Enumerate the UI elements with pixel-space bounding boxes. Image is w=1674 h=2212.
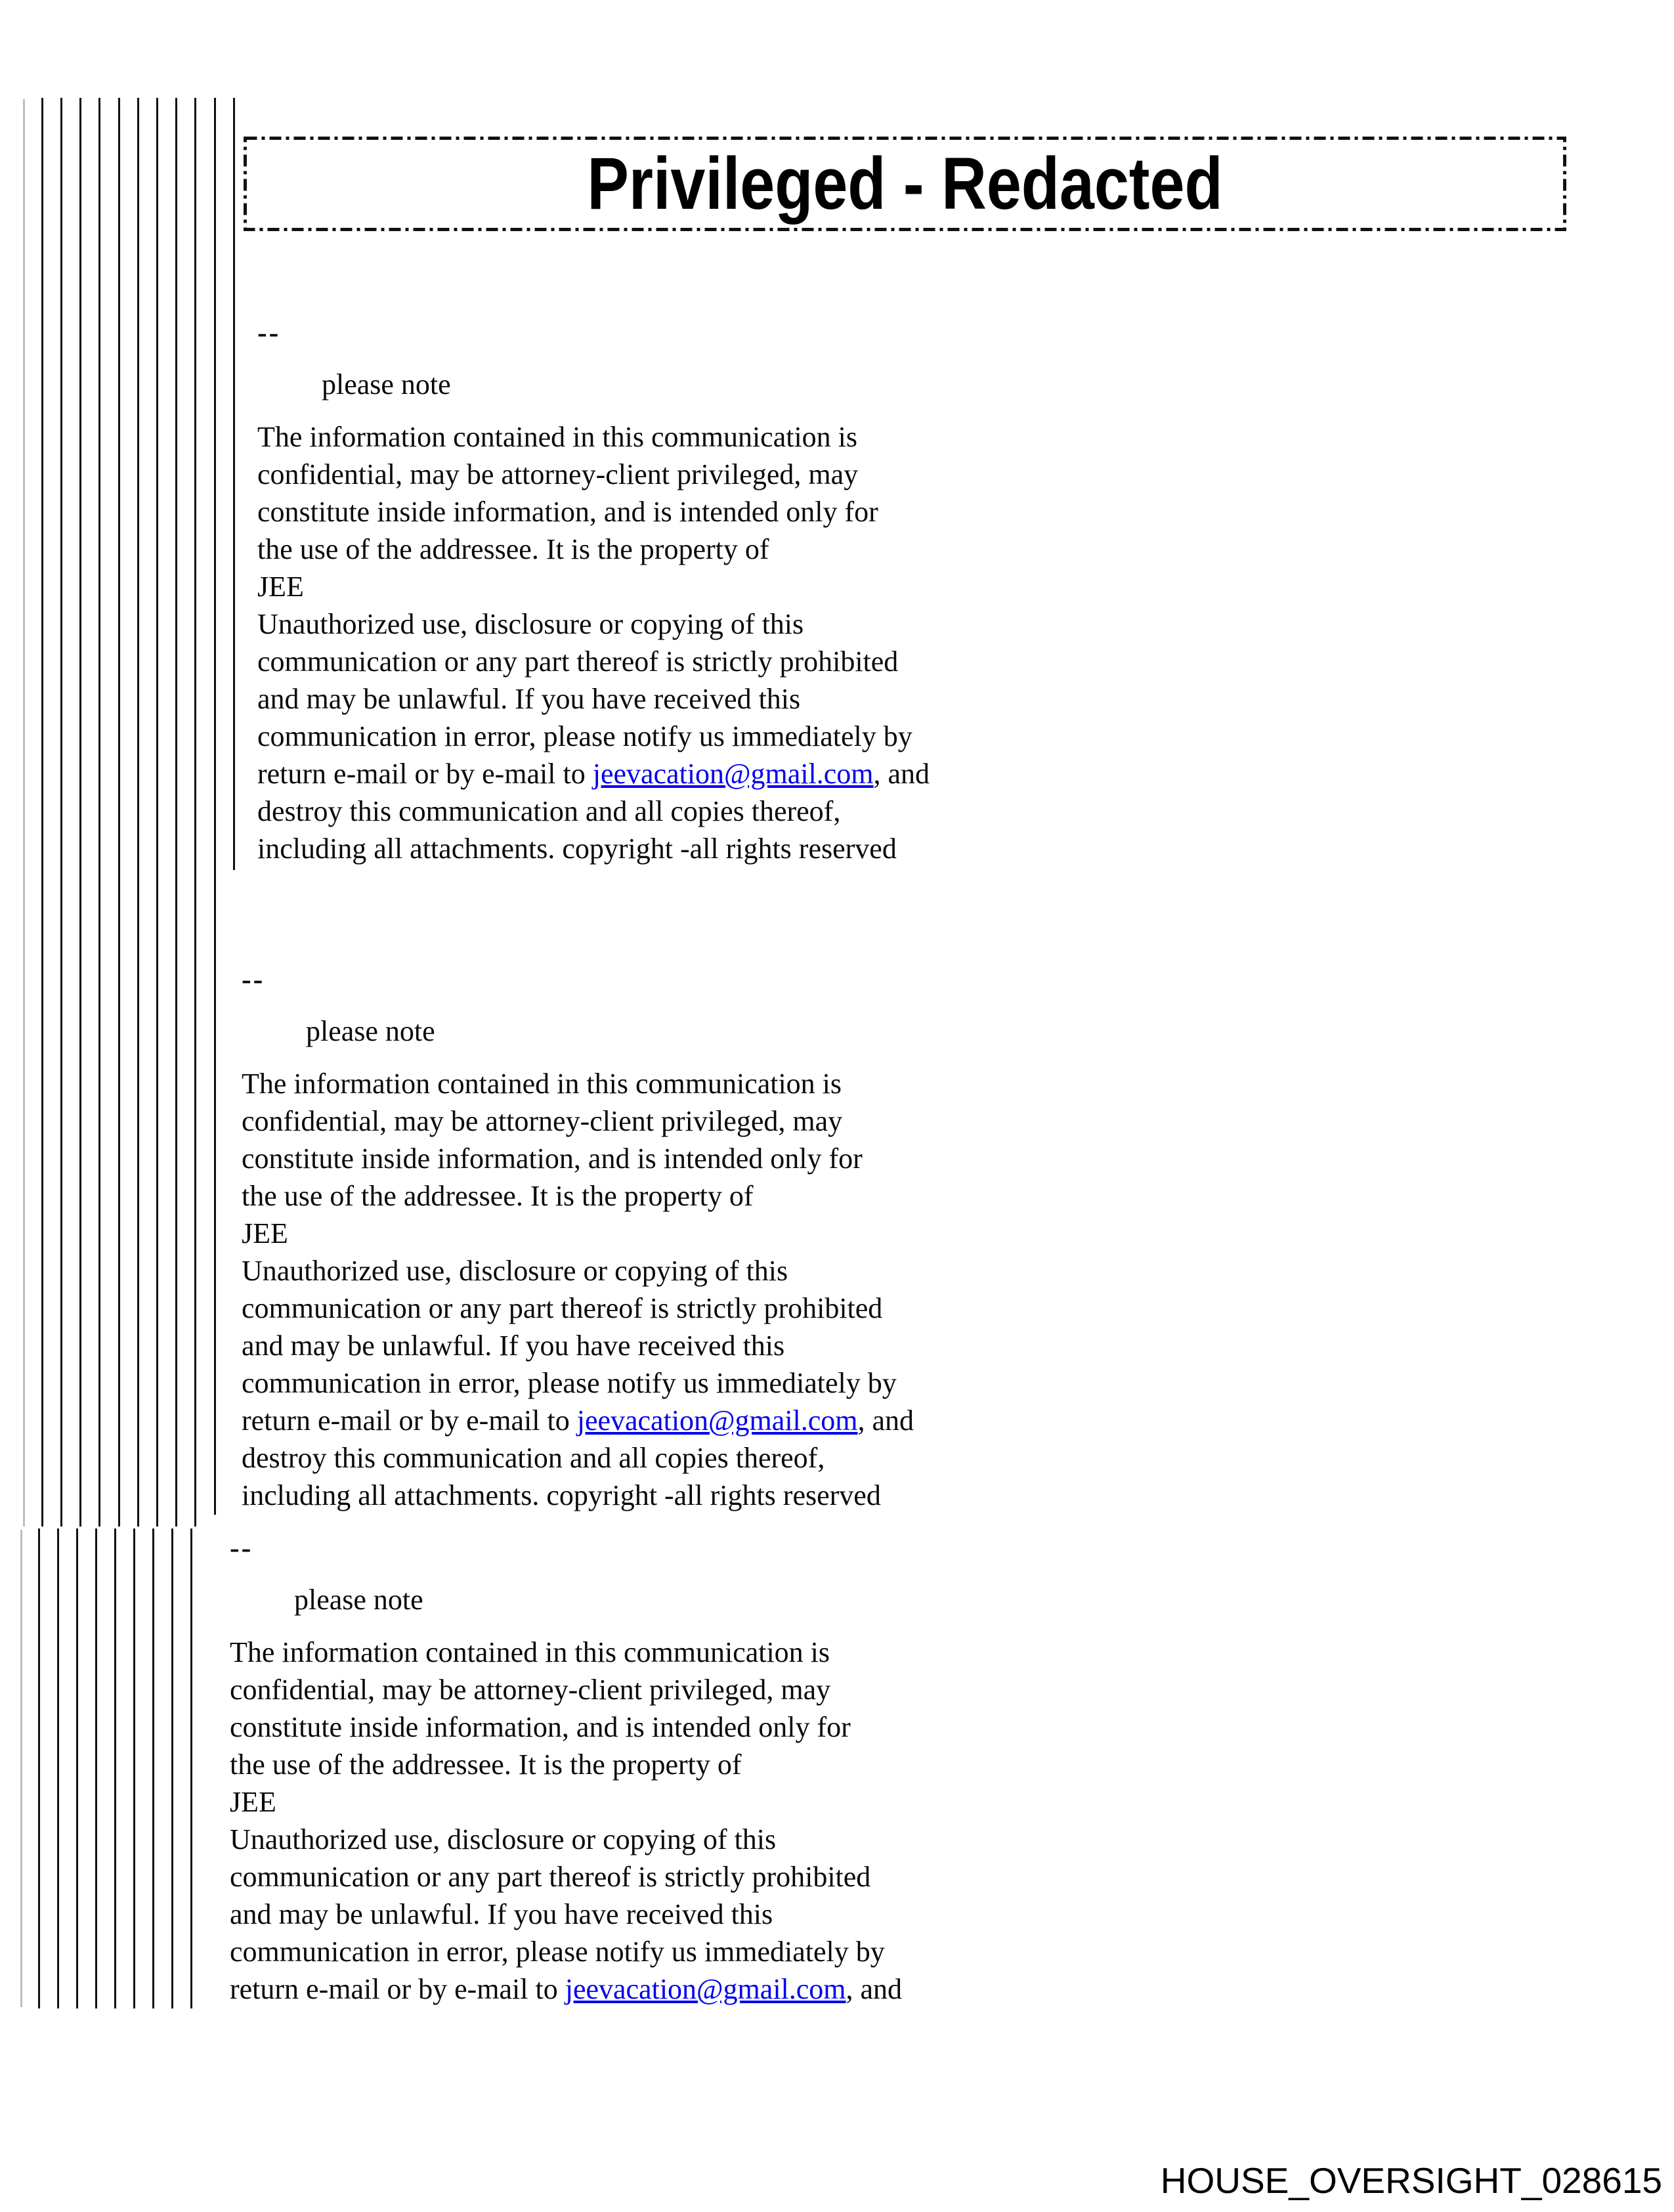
scan-line xyxy=(156,98,158,1527)
link-line-prefix: return e-mail or by e-mail to xyxy=(242,1404,577,1437)
disclaimer-line: confidential, may be attorney-client privileged, may xyxy=(257,458,859,490)
disclaimer-line: JEE xyxy=(230,1786,276,1818)
disclaimer-line: JEE xyxy=(242,1217,288,1249)
scan-line xyxy=(41,98,43,1527)
link-line-suffix: , and xyxy=(857,1404,914,1437)
disclaimer-line: and may be unlawful. If you have received this xyxy=(257,683,801,715)
privileged-redacted-banner xyxy=(244,137,1566,231)
scan-line-gray xyxy=(20,1530,22,2007)
email-link[interactable]: jeevacation@gmail.com xyxy=(592,758,874,790)
scan-line xyxy=(95,1529,97,2008)
disclaimer-line: including all attachments. copyright -all rights reserved xyxy=(257,833,897,865)
scan-line xyxy=(60,98,62,1527)
disclaimer-line: Unauthorized use, disclosure or copying of this xyxy=(257,608,804,640)
disclaimer-link-line xyxy=(242,1402,914,1439)
disclaimer-line: the use of the addressee. It is the property of xyxy=(230,1748,742,1781)
please-note-label: please note xyxy=(306,1015,435,1047)
scan-line xyxy=(190,1529,192,2008)
scan-line xyxy=(114,1529,116,2008)
scan-line xyxy=(171,1529,173,2008)
scan-line xyxy=(175,98,177,1527)
disclaimer-line: communication or any part thereof is strictly prohibited xyxy=(257,645,899,678)
disclaimer-line: the use of the addressee. It is the property of xyxy=(257,533,769,565)
email-link[interactable]: jeevacation@gmail.com xyxy=(565,1973,846,2005)
disclaimer-line: communication in error, please notify us immediately by xyxy=(257,720,912,752)
disclaimer-line: JEE xyxy=(257,571,304,603)
link-line-suffix: , and xyxy=(846,1973,903,2005)
scan-line-gray xyxy=(23,99,25,1527)
scan-line xyxy=(57,1529,59,2008)
scan-line xyxy=(118,98,120,1527)
scan-line xyxy=(133,1529,135,2008)
banner-title: Privileged - Redacted xyxy=(587,142,1223,225)
disclaimer-line: constitute inside information, and is intended only for xyxy=(230,1711,851,1743)
disclaimer-line: confidential, may be attorney-client privileged, may xyxy=(230,1674,831,1706)
signature-dashes: -- xyxy=(257,316,281,349)
disclaimer-line: The information contained in this communication is xyxy=(257,421,858,453)
please-note-label: please note xyxy=(294,1584,423,1616)
bates-number: HOUSE_OVERSIGHT_028615 xyxy=(1160,2160,1662,2201)
disclaimer-link-line xyxy=(257,755,930,792)
disclaimer-line: confidential, may be attorney-client privileged, may xyxy=(242,1105,843,1137)
scan-line xyxy=(79,98,81,1527)
scan-line xyxy=(98,98,100,1527)
scan-line xyxy=(214,98,216,1515)
disclaimer-line: communication in error, please notify us immediately by xyxy=(230,1936,885,1968)
disclaimer-line: constitute inside information, and is intended only for xyxy=(257,496,878,528)
disclaimer-paragraph xyxy=(257,418,930,867)
disclaimer-line: constitute inside information, and is intended only for xyxy=(242,1142,863,1175)
scan-line xyxy=(38,1529,40,2008)
please-note-label: please note xyxy=(322,368,451,401)
disclaimer-line: and may be unlawful. If you have received this xyxy=(230,1898,773,1930)
signature-dashes: -- xyxy=(230,1532,253,1564)
disclaimer-line: including all attachments. copyright -all rights reserved xyxy=(242,1479,881,1511)
email-link[interactable]: jeevacation@gmail.com xyxy=(576,1404,858,1437)
scan-line xyxy=(137,98,139,1527)
scan-line xyxy=(76,1529,78,2008)
disclaimer-paragraph xyxy=(242,1065,914,1514)
link-line-prefix: return e-mail or by e-mail to xyxy=(230,1973,565,2005)
disclaimer-line: The information contained in this communication is xyxy=(230,1636,830,1668)
disclaimer-line: communication or any part thereof is strictly prohibited xyxy=(230,1861,871,1893)
disclaimer-line: destroy this communication and all copies thereof, xyxy=(257,795,841,827)
disclaimer-line: the use of the addressee. It is the property of xyxy=(242,1180,754,1212)
disclaimer-line: Unauthorized use, disclosure or copying of this xyxy=(230,1823,777,1855)
disclaimer-paragraph xyxy=(230,1634,902,2008)
disclaimer-link-line xyxy=(230,1970,902,2008)
disclaimer-line: communication or any part thereof is strictly prohibited xyxy=(242,1292,883,1324)
signature-dashes: -- xyxy=(242,963,265,995)
disclaimer-line: Unauthorized use, disclosure or copying of this xyxy=(242,1255,788,1287)
disclaimer-line: The information contained in this communication is xyxy=(242,1068,842,1100)
disclaimer-line: destroy this communication and all copies thereof, xyxy=(242,1442,825,1474)
link-line-suffix: , and xyxy=(873,758,930,790)
disclaimer-line: communication in error, please notify us immediately by xyxy=(242,1367,897,1399)
scan-line xyxy=(152,1529,154,2008)
disclaimer-line: and may be unlawful. If you have received this xyxy=(242,1330,785,1362)
link-line-prefix: return e-mail or by e-mail to xyxy=(257,758,593,790)
scan-line xyxy=(233,98,235,870)
scan-line xyxy=(194,98,196,1527)
